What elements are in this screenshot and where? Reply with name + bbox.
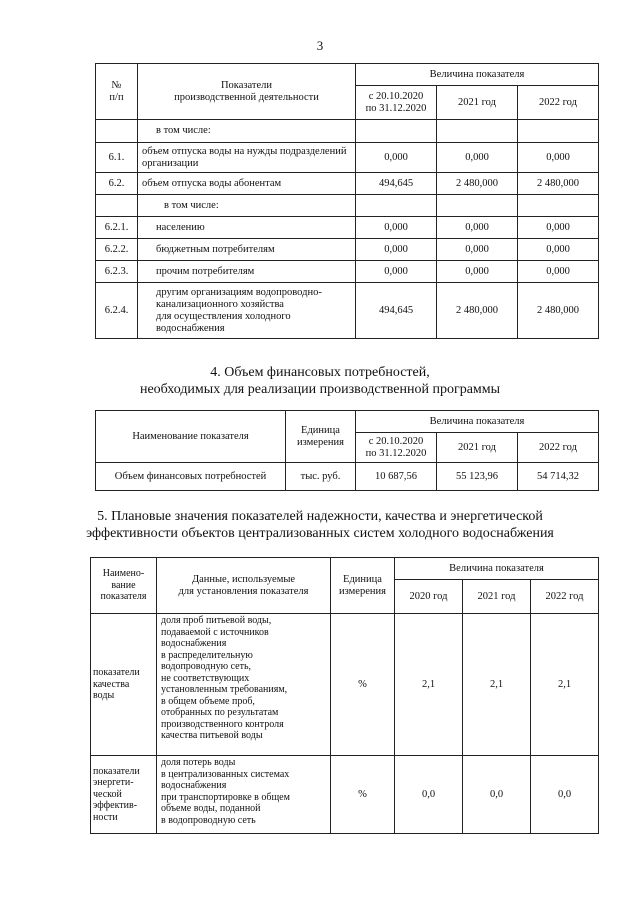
header-2021: 2021 год: [463, 580, 531, 614]
table-row: [96, 283, 599, 339]
row-value: 2 480,000: [518, 173, 599, 195]
header-unit: Единица измерения: [286, 411, 356, 463]
row-unit: %: [331, 756, 395, 834]
table-row: [91, 614, 599, 756]
row-label: прочим потребителям: [138, 261, 356, 283]
table-row: [96, 239, 599, 261]
row-label: населению: [138, 217, 356, 239]
row-value: [437, 195, 518, 217]
row-number: [96, 120, 138, 143]
row-value: 2,1: [531, 614, 599, 756]
row-value: [518, 120, 599, 143]
row-number: 6.2.3.: [96, 261, 138, 283]
header-value: Величина показателя: [356, 64, 599, 86]
section-4-heading: [0, 364, 640, 398]
table-row: [96, 173, 599, 195]
row-value: 0,000: [518, 239, 599, 261]
row-value: 494,645: [356, 283, 437, 339]
row-label: в том числе:: [138, 195, 356, 217]
table-row: [96, 143, 599, 173]
row-value: [437, 120, 518, 143]
section-5-line2: эффективности объектов централизованных систем холодного водоснабжения: [86, 526, 554, 541]
row-label: объем отпуска воды на нужды подразделений организации: [138, 143, 356, 173]
row-label: в том числе:: [138, 120, 356, 143]
section-5-heading: [0, 508, 640, 542]
header-value: Величина показателя: [356, 411, 599, 433]
header-2022: 2022 год: [518, 433, 599, 463]
production-indicators-table: [95, 63, 599, 339]
table-row: [96, 217, 599, 239]
row-value: 54 714,32: [518, 463, 599, 491]
row-value: 0,000: [437, 261, 518, 283]
page-number: 3: [316, 38, 324, 53]
row-value: [356, 195, 437, 217]
table-row: [96, 261, 599, 283]
table-row: [96, 463, 599, 491]
financial-needs-table: [95, 410, 599, 491]
row-value: 0,000: [518, 217, 599, 239]
row-value: 0,000: [518, 261, 599, 283]
row-value: 2 480,000: [437, 283, 518, 339]
row-value: 0,0: [531, 756, 599, 834]
row-value: 0,000: [356, 239, 437, 261]
row-label: объем отпуска воды абонентам: [138, 173, 356, 195]
row-name: показатели энергети- ческой эффектив- ности: [91, 756, 157, 834]
row-unit: тыс. руб.: [286, 463, 356, 491]
row-value: 494,645: [356, 173, 437, 195]
row-value: 0,0: [463, 756, 531, 834]
header-2020: 2020 год: [395, 580, 463, 614]
row-name: показатели качества воды: [91, 614, 157, 756]
row-value: 0,000: [356, 217, 437, 239]
header-2022: 2022 год: [518, 86, 599, 120]
section-4-line1: 4. Объем финансовых потребностей,: [210, 365, 430, 380]
row-data: доля потерь воды в централизованных системах водоснабжения при транспортировке в общем объеме воды, поданной в водопроводную сеть: [157, 756, 331, 834]
table-row: [96, 120, 599, 143]
row-value: 2 480,000: [518, 283, 599, 339]
row-data: доля проб питьевой воды, подаваемой с источников водоснабжения в распределительную водопроводную сеть, не соответствующих установленным требованиям, в общем объеме проб, отобранных по результатам производственного контроля качества питьевой воды: [157, 614, 331, 756]
row-value: 0,000: [356, 143, 437, 173]
header-name: Наимено- вание показателя: [91, 558, 157, 614]
header-2022: 2022 год: [531, 580, 599, 614]
header-number: № п/п: [96, 64, 138, 120]
row-value: 2 480,000: [437, 173, 518, 195]
header-name: Наименование показателя: [96, 411, 286, 463]
header-period: с 20.10.2020 по 31.12.2020: [356, 86, 437, 120]
row-number: 6.2.2.: [96, 239, 138, 261]
row-value: [356, 120, 437, 143]
row-name: Объем финансовых потребностей: [96, 463, 286, 491]
row-value: 0,000: [356, 261, 437, 283]
row-value: 0,000: [437, 143, 518, 173]
row-unit: %: [331, 614, 395, 756]
header-unit: Единица измерения: [331, 558, 395, 614]
row-label: другим организациям водопроводно- канализационного хозяйства для осуществления холодного водоснабжения: [138, 283, 356, 339]
row-number: [96, 195, 138, 217]
row-number: 6.2.1.: [96, 217, 138, 239]
row-value: 0,000: [437, 239, 518, 261]
reliability-quality-table: [90, 557, 599, 834]
header-2021: 2021 год: [437, 86, 518, 120]
header-indicator: Показатели производственной деятельности: [138, 64, 356, 120]
row-value: 10 687,56: [356, 463, 437, 491]
row-value: 0,000: [518, 143, 599, 173]
row-value: 0,000: [437, 217, 518, 239]
row-number: 6.2.4.: [96, 283, 138, 339]
table-row: [91, 756, 599, 834]
row-value: 0,0: [395, 756, 463, 834]
row-label: бюджетным потребителям: [138, 239, 356, 261]
row-value: 2,1: [395, 614, 463, 756]
section-5-line1: 5. Плановые значения показателей надежности, качества и энергетической: [97, 509, 543, 524]
row-value: 55 123,96: [437, 463, 518, 491]
row-number: 6.2.: [96, 173, 138, 195]
header-2021: 2021 год: [437, 433, 518, 463]
header-data: Данные, используемые для установления показателя: [157, 558, 331, 614]
row-number: 6.1.: [96, 143, 138, 173]
header-period: с 20.10.2020 по 31.12.2020: [356, 433, 437, 463]
section-4-line2: необходимых для реализации производственной программы: [139, 382, 501, 397]
header-value: Величина показателя: [395, 558, 599, 580]
row-value: 2,1: [463, 614, 531, 756]
row-value: [518, 195, 599, 217]
table-row: [96, 195, 599, 217]
